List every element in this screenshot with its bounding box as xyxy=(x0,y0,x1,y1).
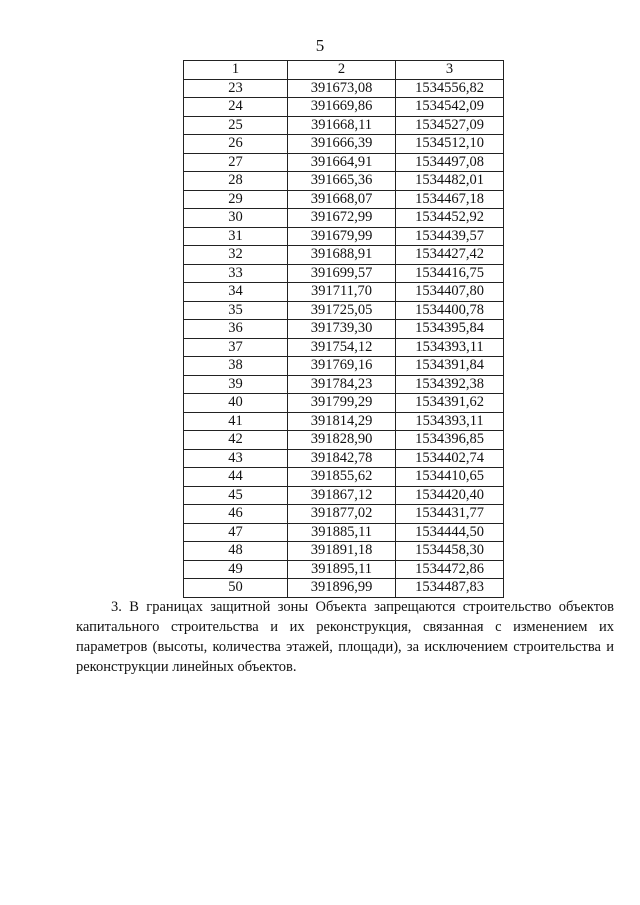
cell-y-coordinate: 1534527,09 xyxy=(396,116,504,135)
cell-x-coordinate: 391855,62 xyxy=(288,468,396,487)
table-row xyxy=(184,98,504,117)
cell-point-number: 23 xyxy=(184,79,288,98)
table-header xyxy=(184,61,504,80)
cell-point-number: 41 xyxy=(184,412,288,431)
cell-y-coordinate: 1534400,78 xyxy=(396,301,504,320)
cell-y-coordinate: 1534427,42 xyxy=(396,246,504,265)
cell-y-coordinate: 1534393,11 xyxy=(396,412,504,431)
cell-point-number: 42 xyxy=(184,431,288,450)
table-row xyxy=(184,412,504,431)
cell-x-coordinate: 391665,36 xyxy=(288,172,396,191)
cell-y-coordinate: 1534402,74 xyxy=(396,449,504,468)
table-row xyxy=(184,227,504,246)
cell-y-coordinate: 1534512,10 xyxy=(396,135,504,154)
cell-x-coordinate: 391754,12 xyxy=(288,338,396,357)
cell-point-number: 31 xyxy=(184,227,288,246)
cell-y-coordinate: 1534416,75 xyxy=(396,264,504,283)
cell-point-number: 40 xyxy=(184,394,288,413)
table-row xyxy=(184,394,504,413)
cell-y-coordinate: 1534391,84 xyxy=(396,357,504,376)
cell-point-number: 38 xyxy=(184,357,288,376)
table-header-row xyxy=(184,61,504,80)
cell-point-number: 28 xyxy=(184,172,288,191)
cell-x-coordinate: 391828,90 xyxy=(288,431,396,450)
cell-x-coordinate: 391672,99 xyxy=(288,209,396,228)
cell-x-coordinate: 391673,08 xyxy=(288,79,396,98)
cell-point-number: 49 xyxy=(184,560,288,579)
cell-y-coordinate: 1534497,08 xyxy=(396,153,504,172)
cell-x-coordinate: 391842,78 xyxy=(288,449,396,468)
cell-x-coordinate: 391669,86 xyxy=(288,98,396,117)
cell-y-coordinate: 1534392,38 xyxy=(396,375,504,394)
table-row xyxy=(184,135,504,154)
cell-y-coordinate: 1534395,84 xyxy=(396,320,504,339)
cell-y-coordinate: 1534396,85 xyxy=(396,431,504,450)
cell-point-number: 29 xyxy=(184,190,288,209)
table-row xyxy=(184,338,504,357)
cell-point-number: 39 xyxy=(184,375,288,394)
cell-x-coordinate: 391668,11 xyxy=(288,116,396,135)
cell-x-coordinate: 391896,99 xyxy=(288,579,396,598)
column-header-number: 1 xyxy=(184,61,288,80)
cell-point-number: 25 xyxy=(184,116,288,135)
table-row xyxy=(184,172,504,191)
table-row xyxy=(184,320,504,339)
table-row xyxy=(184,301,504,320)
column-header-x: 2 xyxy=(288,61,396,80)
cell-x-coordinate: 391666,39 xyxy=(288,135,396,154)
cell-x-coordinate: 391885,11 xyxy=(288,523,396,542)
table-row xyxy=(184,375,504,394)
cell-x-coordinate: 391739,30 xyxy=(288,320,396,339)
cell-point-number: 45 xyxy=(184,486,288,505)
page-number: 5 xyxy=(315,36,325,55)
cell-point-number: 46 xyxy=(184,505,288,524)
table-row xyxy=(184,116,504,135)
table-row xyxy=(184,468,504,487)
coordinates-table xyxy=(183,60,504,598)
cell-x-coordinate: 391891,18 xyxy=(288,542,396,561)
table-row xyxy=(184,264,504,283)
table-row xyxy=(184,560,504,579)
table-row xyxy=(184,579,504,598)
paragraph-restrictions: 3. В границах защитной зоны Объекта запрещаются строительство объектов капитального строительства и их реконструкция, связанная с изменением их параметров (высоты, количества этажей, площади), за исключением строительства и реконструкции линейных объектов. xyxy=(76,599,614,675)
cell-y-coordinate: 1534391,62 xyxy=(396,394,504,413)
cell-x-coordinate: 391699,57 xyxy=(288,264,396,283)
cell-point-number: 36 xyxy=(184,320,288,339)
table-row xyxy=(184,209,504,228)
cell-x-coordinate: 391784,23 xyxy=(288,375,396,394)
table-row xyxy=(184,79,504,98)
cell-y-coordinate: 1534393,11 xyxy=(396,338,504,357)
cell-point-number: 24 xyxy=(184,98,288,117)
cell-y-coordinate: 1534458,30 xyxy=(396,542,504,561)
cell-point-number: 37 xyxy=(184,338,288,357)
cell-y-coordinate: 1534482,01 xyxy=(396,172,504,191)
cell-point-number: 30 xyxy=(184,209,288,228)
cell-y-coordinate: 1534410,65 xyxy=(396,468,504,487)
cell-y-coordinate: 1534472,86 xyxy=(396,560,504,579)
cell-x-coordinate: 391895,11 xyxy=(288,560,396,579)
column-header-y: 3 xyxy=(396,61,504,80)
cell-point-number: 47 xyxy=(184,523,288,542)
cell-y-coordinate: 1534439,57 xyxy=(396,227,504,246)
cell-point-number: 32 xyxy=(184,246,288,265)
table-row xyxy=(184,190,504,209)
cell-y-coordinate: 1534542,09 xyxy=(396,98,504,117)
cell-point-number: 26 xyxy=(184,135,288,154)
cell-y-coordinate: 1534467,18 xyxy=(396,190,504,209)
table-row xyxy=(184,357,504,376)
cell-x-coordinate: 391814,29 xyxy=(288,412,396,431)
table-row xyxy=(184,486,504,505)
table-row xyxy=(184,283,504,302)
cell-x-coordinate: 391668,07 xyxy=(288,190,396,209)
cell-point-number: 34 xyxy=(184,283,288,302)
cell-point-number: 27 xyxy=(184,153,288,172)
cell-x-coordinate: 391769,16 xyxy=(288,357,396,376)
cell-x-coordinate: 391664,91 xyxy=(288,153,396,172)
table-row xyxy=(184,542,504,561)
cell-point-number: 48 xyxy=(184,542,288,561)
cell-x-coordinate: 391711,70 xyxy=(288,283,396,302)
cell-y-coordinate: 1534444,50 xyxy=(396,523,504,542)
cell-y-coordinate: 1534452,92 xyxy=(396,209,504,228)
cell-y-coordinate: 1534431,77 xyxy=(396,505,504,524)
cell-y-coordinate: 1534420,40 xyxy=(396,486,504,505)
table-row xyxy=(184,246,504,265)
table-row xyxy=(184,431,504,450)
cell-y-coordinate: 1534487,83 xyxy=(396,579,504,598)
cell-x-coordinate: 391725,05 xyxy=(288,301,396,320)
cell-y-coordinate: 1534407,80 xyxy=(396,283,504,302)
table-row xyxy=(184,153,504,172)
table-body xyxy=(184,79,504,597)
cell-point-number: 33 xyxy=(184,264,288,283)
cell-x-coordinate: 391688,91 xyxy=(288,246,396,265)
cell-x-coordinate: 391799,29 xyxy=(288,394,396,413)
table-row xyxy=(184,523,504,542)
cell-x-coordinate: 391867,12 xyxy=(288,486,396,505)
cell-x-coordinate: 391877,02 xyxy=(288,505,396,524)
cell-point-number: 43 xyxy=(184,449,288,468)
cell-point-number: 50 xyxy=(184,579,288,598)
cell-point-number: 44 xyxy=(184,468,288,487)
cell-x-coordinate: 391679,99 xyxy=(288,227,396,246)
table-row xyxy=(184,449,504,468)
cell-y-coordinate: 1534556,82 xyxy=(396,79,504,98)
cell-point-number: 35 xyxy=(184,301,288,320)
table-row xyxy=(184,505,504,524)
